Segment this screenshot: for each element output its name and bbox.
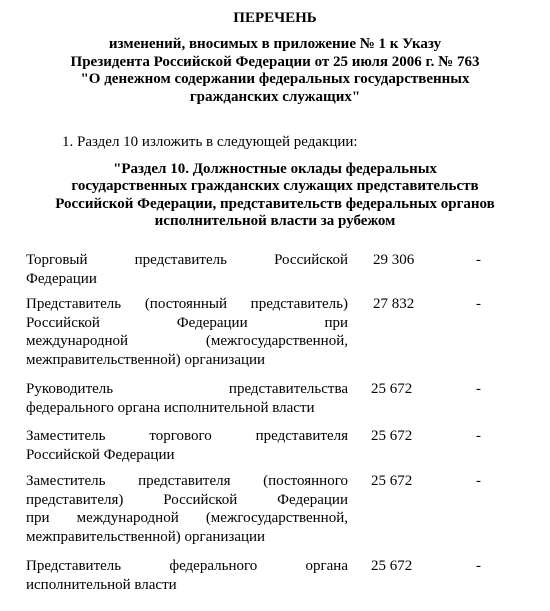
position-word: торгового <box>149 428 212 444</box>
position-word: Российской <box>274 252 348 268</box>
position-word: межправительственной) организации <box>26 351 266 368</box>
salary-value: 25 672 <box>371 473 413 489</box>
document-title: ПЕРЕЧЕНЬ <box>233 10 317 26</box>
position-word: (постоянный <box>144 296 227 312</box>
extra-value: - <box>476 558 481 574</box>
section-heading-line: исполнительной власти за рубежом <box>154 213 396 230</box>
extra-value: - <box>476 381 481 397</box>
position-line <box>26 270 348 289</box>
subtitle-line: изменений, вносимых в приложение № 1 к Указу <box>108 36 442 52</box>
extra-value: - <box>476 473 481 489</box>
intro-paragraph: 1. Раздел 10 изложить в следующей редакции: <box>62 134 358 150</box>
position-word: представителя <box>255 428 348 444</box>
position-title <box>26 472 348 546</box>
position-word: международной <box>76 510 179 527</box>
position-word: Федерации <box>26 270 97 287</box>
section-heading-line: Российской Федерации, представительств федеральных органов <box>55 195 495 212</box>
position-word: межправительственной) организации <box>26 528 266 545</box>
position-line <box>26 427 348 446</box>
position-line <box>26 446 348 465</box>
section-heading-line: "Раздел 10. Должностные оклады федеральных <box>113 161 437 177</box>
extra-value: - <box>476 252 481 268</box>
position-line <box>26 491 348 510</box>
position-word: Представитель <box>26 558 122 574</box>
position-word: (межгосударственной, <box>205 333 348 350</box>
position-line <box>26 332 348 351</box>
position-title <box>26 557 348 594</box>
position-word: органа <box>305 558 348 574</box>
position-word: федерального <box>169 558 258 574</box>
position-line <box>26 472 348 491</box>
salary-value: 27 832 <box>373 296 415 312</box>
position-word: при <box>26 510 50 527</box>
position-word: Заместитель <box>26 428 106 444</box>
section-heading <box>0 161 550 231</box>
position-word: представительства <box>228 381 348 397</box>
subtitle-line: Президента Российской Федерации от 25 июля 2006 г. № 763 <box>70 53 480 70</box>
position-line <box>26 557 348 576</box>
position-word: Российской <box>26 314 100 331</box>
salary-value: 25 672 <box>371 558 413 574</box>
position-word: (межгосударственной, <box>205 510 348 527</box>
position-word: Российской <box>163 491 238 508</box>
position-word: Торговый <box>26 252 88 268</box>
position-line <box>26 528 348 547</box>
extra-value: - <box>476 428 481 444</box>
position-word: Федерации <box>277 491 348 508</box>
position-line <box>26 576 348 595</box>
position-line <box>26 251 348 270</box>
position-word: Руководитель <box>26 381 114 397</box>
salary-value: 25 672 <box>371 381 413 397</box>
position-line <box>26 314 348 333</box>
section-heading-line: государственных гражданских служащих представительств <box>71 178 479 195</box>
position-word: международной <box>26 333 129 350</box>
position-word: представителя) <box>26 491 124 508</box>
position-word: представителя <box>138 473 231 489</box>
position-word: Федерации <box>176 314 248 331</box>
position-title <box>26 295 348 369</box>
position-line <box>26 380 348 399</box>
position-title <box>26 427 348 464</box>
position-word: федерального органа исполнительной власти <box>26 399 315 416</box>
extra-value: - <box>476 296 481 312</box>
document-subtitle <box>20 36 530 106</box>
position-line <box>26 509 348 528</box>
position-word: (постоянного <box>263 473 348 489</box>
salary-value: 25 672 <box>371 428 413 444</box>
position-line <box>26 399 348 418</box>
salary-value: 29 306 <box>373 252 415 268</box>
position-title <box>26 380 348 417</box>
position-word: представитель) <box>250 296 348 312</box>
position-line <box>26 295 348 314</box>
position-line <box>26 351 348 370</box>
position-word: Российской Федерации <box>26 446 175 463</box>
position-word: представитель <box>134 252 227 268</box>
position-title <box>26 251 348 288</box>
subtitle-line: гражданских служащих" <box>189 88 361 105</box>
position-word: исполнительной власти <box>26 576 177 593</box>
position-word: Заместитель <box>26 473 106 489</box>
subtitle-line: "О денежном содержании федеральных государственных <box>80 71 470 88</box>
position-word: Представитель <box>26 296 122 312</box>
position-word: при <box>324 314 348 331</box>
